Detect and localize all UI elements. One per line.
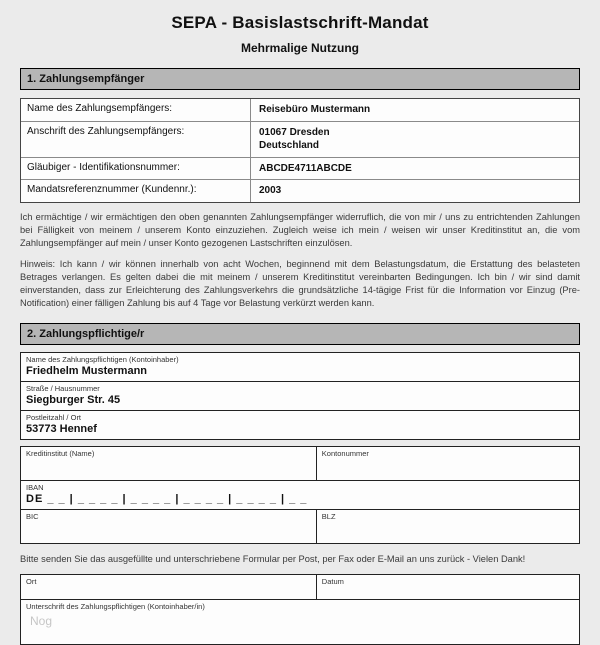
field-value: Friedhelm Mustermann xyxy=(26,364,148,377)
field-label: IBAN xyxy=(26,482,44,492)
field-label: BIC xyxy=(26,511,39,521)
payer-fields xyxy=(20,352,580,645)
field-blz[interactable] xyxy=(316,509,580,544)
table-row xyxy=(21,158,579,181)
field-value: DE _ _ | _ _ _ _ | _ _ _ _ | _ _ _ _ | _ _ _ _ | _ _ xyxy=(26,492,308,505)
field-bank-name[interactable] xyxy=(20,446,317,481)
table-row xyxy=(21,99,579,122)
field-value xyxy=(322,522,574,535)
page-subtitle: Mehrmalige Nutzung xyxy=(240,41,359,55)
field-value: 53773 Hennef xyxy=(26,422,97,435)
row-value: Reisebüro Mustermann xyxy=(259,104,371,115)
field-postal-city[interactable] xyxy=(20,410,580,440)
payee-info-table xyxy=(20,98,580,203)
table-row xyxy=(21,122,579,158)
field-value xyxy=(322,587,574,600)
row-value: ABCDE4711ABCDE xyxy=(259,162,352,174)
bic-blz-row xyxy=(20,509,580,544)
field-value xyxy=(26,587,311,600)
field-value xyxy=(26,459,311,472)
section2-header: 2. Zahlungspflichtige/r xyxy=(20,323,580,345)
row-label: Mandatsreferenznummer (Kundennr.): xyxy=(21,180,251,202)
mandate-authorization-text: Ich ermächtige / wir ermächtigen den oben genannten Zahlungsempfänger widerruflich, die von mir / uns zu entrichtenden Zahlungen bei Fälligkeit von meinem / unserem Konto einzuziehen. Zugleich weise ich mein / weisen wir unser Kreditinstitut an, die vom Zahlungsempfänger auf mein / unser Konto gezogenen Lastschriften einzulösen. xyxy=(20,211,580,248)
field-iban[interactable] xyxy=(20,480,580,510)
return-instructions-text: Bitte senden Sie das ausgefüllte und unterschriebene Formular per Post, per Fax oder E-Mail an uns zurück - Vielen Dank! xyxy=(20,553,526,564)
field-value xyxy=(26,522,311,535)
field-ort[interactable] xyxy=(20,574,317,600)
page-title: SEPA - Basislastschrift-Mandat xyxy=(171,13,429,32)
field-label: Kreditinstitut (Name) xyxy=(26,448,95,458)
row-value: 01067 Dresden Deutschland xyxy=(259,126,330,151)
field-street[interactable] xyxy=(20,381,580,411)
field-label: Unterschrift des Zahlungspflichtigen (Kontoinhaber/in) xyxy=(26,601,205,611)
field-label: BLZ xyxy=(321,511,336,521)
row-label: Anschrift des Zahlungsempfängers: xyxy=(21,122,251,157)
field-label: Postleitzahl / Ort xyxy=(26,412,82,422)
field-label: Datum xyxy=(321,576,344,586)
field-account-number[interactable] xyxy=(316,446,580,481)
ort-datum-row xyxy=(20,574,580,600)
row-label: Gläubiger - Identifikationsnummer: xyxy=(21,158,251,180)
field-value: Siegburger Str. 45 xyxy=(26,393,121,406)
table-row xyxy=(21,180,579,202)
field-bic[interactable] xyxy=(20,509,317,544)
row-label: Name des Zahlungsempfängers: xyxy=(21,99,251,121)
field-label: Straße / Hausnummer xyxy=(26,383,100,393)
field-label: Ort xyxy=(26,576,37,586)
field-account-holder-name[interactable] xyxy=(20,352,580,382)
field-signature[interactable] xyxy=(20,599,580,645)
field-datum[interactable] xyxy=(316,574,580,600)
section1-header: 1. Zahlungsempfänger xyxy=(20,68,580,90)
field-label: Name des Zahlungspflichtigen (Kontoinhaber) xyxy=(26,354,179,364)
mandate-notice-text: Hinweis: Ich kann / wir können innerhalb von acht Wochen, beginnend mit dem Belastungsdatum, die Erstattung des belasteten Betrages verlangen. Es gelten dabei die mit meinem / unserem Kreditinstitut vereinbarten Bedingungen. Ich bin / wir sind damit einverstanden, dass zur Erleichterung des Zahlungsverkehrs die grundsätzliche 14-tägige Frist für die Information vor Einzug (Pre-Notification) einer fälligen Zahlung bis auf 4 Tage vor Belastung verkürzt werden kann. xyxy=(20,258,580,308)
bank-row xyxy=(20,446,580,481)
row-value: 2003 xyxy=(259,185,282,196)
field-value xyxy=(322,459,574,472)
signature-watermark: Nog xyxy=(30,613,53,628)
field-label: Kontonummer xyxy=(321,448,369,458)
